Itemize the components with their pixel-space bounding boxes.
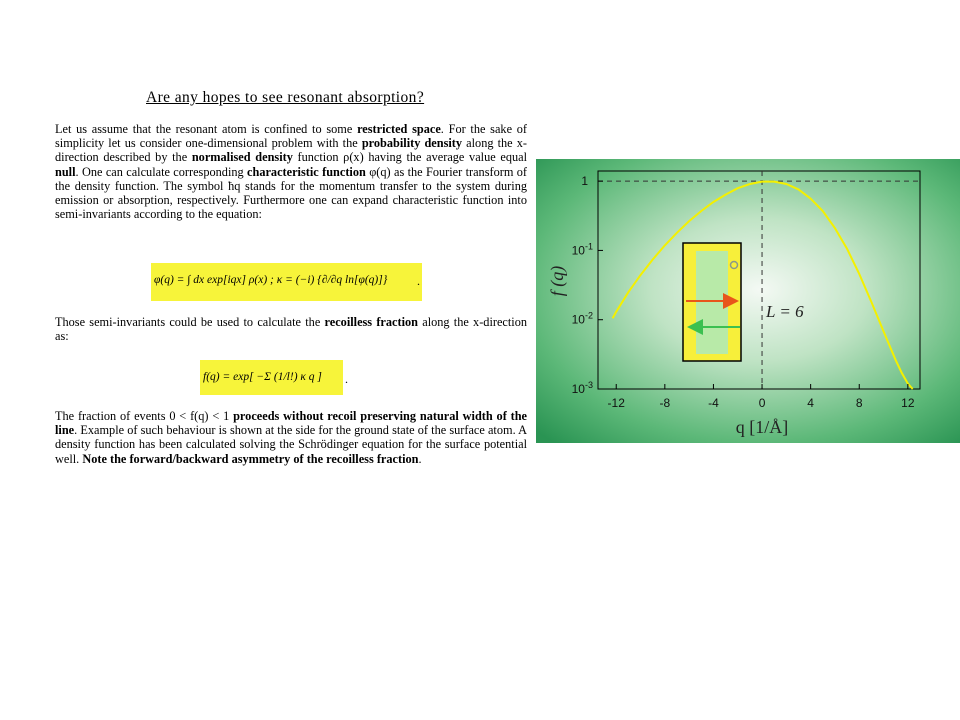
x-tick-label: -4: [708, 396, 719, 410]
recoilless-fraction-formula: f(q) = exp[ −Σ (1/l!) κ q ]: [200, 360, 343, 395]
semi-invariants-paragraph: Those semi-invariants could be used to calculate the recoilless fraction along the x-direction as:: [55, 315, 528, 344]
density-inset: [683, 243, 741, 361]
y-tick-label: $10^{-2}$: [571, 310, 593, 327]
density-region: [696, 251, 728, 354]
page-title: Are any hopes to see resonant absorption?: [146, 89, 425, 106]
formula1-period: .: [417, 274, 420, 288]
intro-paragraph: Let us assume that the resonant atom is confined to some restricted space. For the sake of simplicity let us consider one-dimensional problem with the probability density along the x-direction described by the normalised density function ρ(x) having the average value equal null. One can calculate corresponding characteristic function φ(q) as the Fourier transform of the density function. The symbol ħq stands for the momentum transfer to the system during emission or absorption, respectively. Furthermore one can expand characteristic function into semi-invariants according to the equation:: [55, 122, 528, 222]
characteristic-function-formula: φ(q) = ∫ dx exp[iqx] ρ(x) ; κ = (−i) {∂/∂q ln[φ(q)]}: [151, 263, 422, 301]
conclusion-paragraph: The fraction of events 0 < f(q) < 1 proceeds without recoil preserving natural width of the line. Example of such behaviour is shown at the side for the ground state of the surface atom. A density function has been calculated solving the Schrödinger equation for the surface potential well. Note the forward/backward asymmetry of the recoilless fraction.: [55, 409, 528, 466]
x-axis-label: q [1/Å]: [735, 417, 789, 437]
y-tick-label: 1: [581, 174, 588, 189]
x-tick-label: 0: [758, 396, 766, 410]
chart-annotation: L = 6: [766, 302, 804, 321]
y-tick-label: $10^{-1}$: [571, 241, 593, 258]
x-tick-label: -8: [659, 396, 671, 410]
x-tick-label: 8: [855, 396, 863, 410]
x-tick-label: -12: [607, 396, 625, 410]
recoilless-fraction-chart: [536, 159, 960, 443]
y-axis-label: f (q): [547, 265, 567, 297]
chart-background: [536, 159, 960, 443]
y-tick-label: $10^{-3}$: [571, 380, 593, 396]
formula2-period: .: [345, 372, 348, 386]
chart-svg: [536, 159, 960, 443]
x-tick-label: 12: [901, 396, 915, 410]
x-tick-label: 4: [807, 396, 814, 410]
